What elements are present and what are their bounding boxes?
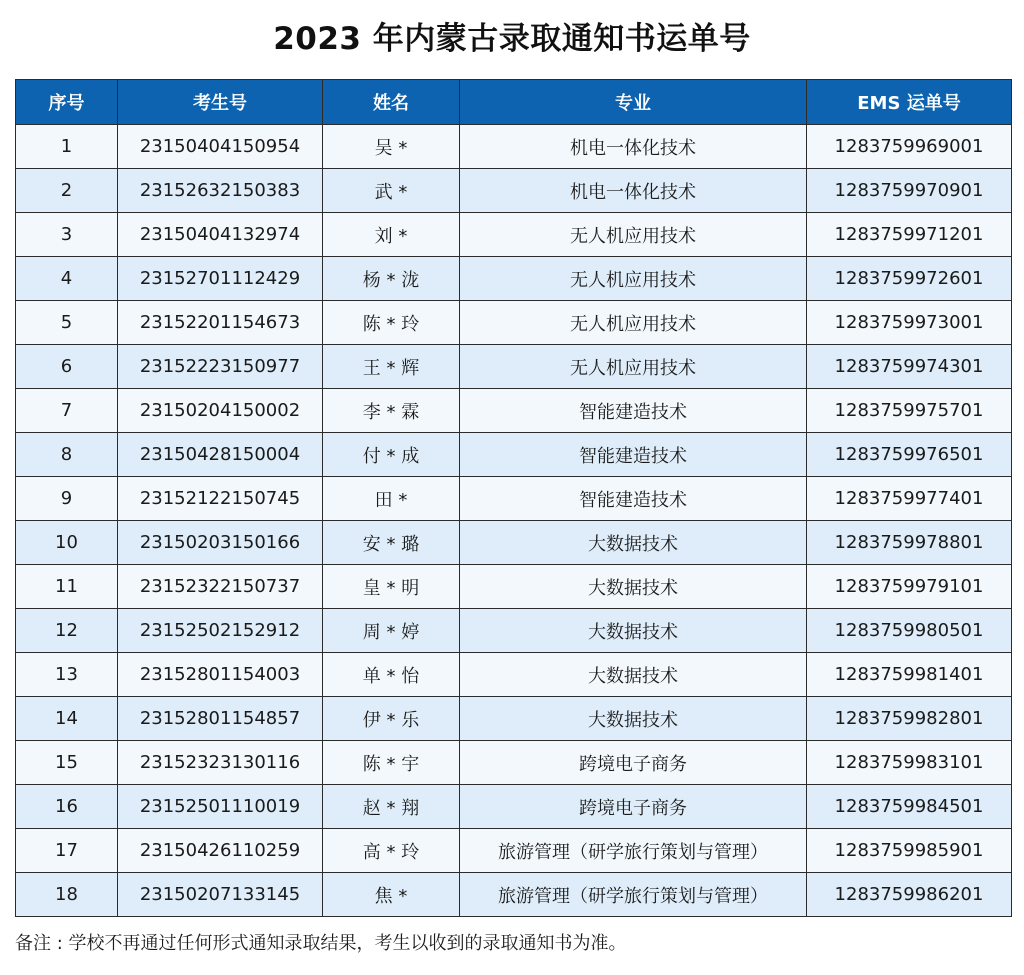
cell-ems-number: 1283759975701 [807, 389, 1012, 433]
cell-seq: 9 [16, 477, 118, 521]
cell-seq: 17 [16, 829, 118, 873]
table-row [16, 477, 1012, 521]
cell-ems-number: 1283759985901 [807, 829, 1012, 873]
cell-exam-id: 23152201154673 [118, 301, 323, 345]
header-ems-number: EMS 运单号 [807, 80, 1012, 125]
table-row [16, 741, 1012, 785]
cell-ems-number: 1283759972601 [807, 257, 1012, 301]
cell-ems-number: 1283759986201 [807, 873, 1012, 917]
cell-exam-id: 23152223150977 [118, 345, 323, 389]
cell-exam-id: 23152701112429 [118, 257, 323, 301]
cell-exam-id: 23152801154003 [118, 653, 323, 697]
cell-exam-id: 23152122150745 [118, 477, 323, 521]
table-row [16, 697, 1012, 741]
cell-major: 无人机应用技术 [460, 213, 807, 257]
cell-name: 李 * 霖 [323, 389, 460, 433]
table-row [16, 873, 1012, 917]
cell-ems-number: 1283759970901 [807, 169, 1012, 213]
header-major: 专业 [460, 80, 807, 125]
table-row [16, 213, 1012, 257]
table-row [16, 301, 1012, 345]
cell-major: 机电一体化技术 [460, 125, 807, 169]
cell-exam-id: 23150207133145 [118, 873, 323, 917]
table-row [16, 257, 1012, 301]
cell-major: 大数据技术 [460, 609, 807, 653]
cell-name: 田 * [323, 477, 460, 521]
table-row [16, 521, 1012, 565]
table-row [16, 609, 1012, 653]
header-seq: 序号 [16, 80, 118, 125]
cell-name: 焦 * [323, 873, 460, 917]
cell-major: 旅游管理（研学旅行策划与管理） [460, 873, 807, 917]
cell-name: 高 * 玲 [323, 829, 460, 873]
cell-ems-number: 1283759976501 [807, 433, 1012, 477]
cell-major: 大数据技术 [460, 653, 807, 697]
table-row [16, 785, 1012, 829]
table-row [16, 169, 1012, 213]
cell-seq: 12 [16, 609, 118, 653]
cell-seq: 5 [16, 301, 118, 345]
cell-major: 智能建造技术 [460, 477, 807, 521]
table-row [16, 565, 1012, 609]
cell-seq: 16 [16, 785, 118, 829]
header-exam-id: 考生号 [118, 80, 323, 125]
cell-name: 陈 * 玲 [323, 301, 460, 345]
footnote: 备注 : 学校不再通过任何形式通知录取结果，考生以收到的录取通知书为准。 [15, 933, 627, 954]
cell-name: 杨 * 泷 [323, 257, 460, 301]
cell-seq: 4 [16, 257, 118, 301]
cell-seq: 10 [16, 521, 118, 565]
cell-seq: 14 [16, 697, 118, 741]
cell-major: 无人机应用技术 [460, 345, 807, 389]
cell-exam-id: 23152323130116 [118, 741, 323, 785]
cell-ems-number: 1283759979101 [807, 565, 1012, 609]
cell-major: 大数据技术 [460, 565, 807, 609]
cell-ems-number: 1283759982801 [807, 697, 1012, 741]
cell-seq: 13 [16, 653, 118, 697]
cell-major: 智能建造技术 [460, 433, 807, 477]
cell-seq: 8 [16, 433, 118, 477]
cell-exam-id: 23150428150004 [118, 433, 323, 477]
cell-ems-number: 1283759973001 [807, 301, 1012, 345]
cell-ems-number: 1283759981401 [807, 653, 1012, 697]
cell-name: 陈 * 宇 [323, 741, 460, 785]
cell-major: 机电一体化技术 [460, 169, 807, 213]
table-header-row [16, 80, 1012, 125]
cell-ems-number: 1283759984501 [807, 785, 1012, 829]
cell-exam-id: 23152502152912 [118, 609, 323, 653]
cell-exam-id: 23150404150954 [118, 125, 323, 169]
cell-major: 无人机应用技术 [460, 257, 807, 301]
cell-name: 武 * [323, 169, 460, 213]
cell-exam-id: 23150426110259 [118, 829, 323, 873]
cell-seq: 3 [16, 213, 118, 257]
cell-exam-id: 23152632150383 [118, 169, 323, 213]
cell-exam-id: 23152801154857 [118, 697, 323, 741]
cell-name: 赵 * 翔 [323, 785, 460, 829]
cell-ems-number: 1283759978801 [807, 521, 1012, 565]
table-row [16, 433, 1012, 477]
cell-name: 单 * 怡 [323, 653, 460, 697]
table-body [16, 125, 1012, 917]
cell-seq: 15 [16, 741, 118, 785]
cell-name: 吴 * [323, 125, 460, 169]
cell-name: 皇 * 明 [323, 565, 460, 609]
cell-exam-id: 23150204150002 [118, 389, 323, 433]
cell-ems-number: 1283759983101 [807, 741, 1012, 785]
cell-seq: 6 [16, 345, 118, 389]
cell-name: 伊 * 乐 [323, 697, 460, 741]
cell-seq: 1 [16, 125, 118, 169]
cell-seq: 11 [16, 565, 118, 609]
cell-major: 大数据技术 [460, 521, 807, 565]
cell-ems-number: 1283759974301 [807, 345, 1012, 389]
table-row [16, 829, 1012, 873]
header-name: 姓名 [323, 80, 460, 125]
table-row [16, 345, 1012, 389]
cell-ems-number: 1283759977401 [807, 477, 1012, 521]
shipping-table [15, 79, 1012, 917]
page-title: 2023 年内蒙古录取通知书运单号 [273, 21, 751, 57]
cell-seq: 7 [16, 389, 118, 433]
cell-name: 王 * 辉 [323, 345, 460, 389]
cell-major: 旅游管理（研学旅行策划与管理） [460, 829, 807, 873]
cell-exam-id: 23152322150737 [118, 565, 323, 609]
cell-exam-id: 23150203150166 [118, 521, 323, 565]
cell-major: 跨境电子商务 [460, 785, 807, 829]
cell-major: 跨境电子商务 [460, 741, 807, 785]
table-row [16, 389, 1012, 433]
cell-exam-id: 23150404132974 [118, 213, 323, 257]
cell-name: 周 * 婷 [323, 609, 460, 653]
cell-major: 智能建造技术 [460, 389, 807, 433]
cell-major: 无人机应用技术 [460, 301, 807, 345]
table-row [16, 125, 1012, 169]
cell-ems-number: 1283759969001 [807, 125, 1012, 169]
cell-seq: 2 [16, 169, 118, 213]
cell-ems-number: 1283759980501 [807, 609, 1012, 653]
cell-ems-number: 1283759971201 [807, 213, 1012, 257]
cell-exam-id: 23152501110019 [118, 785, 323, 829]
cell-major: 大数据技术 [460, 697, 807, 741]
cell-name: 刘 * [323, 213, 460, 257]
table-row [16, 653, 1012, 697]
cell-name: 安 * 璐 [323, 521, 460, 565]
cell-name: 付 * 成 [323, 433, 460, 477]
cell-seq: 18 [16, 873, 118, 917]
